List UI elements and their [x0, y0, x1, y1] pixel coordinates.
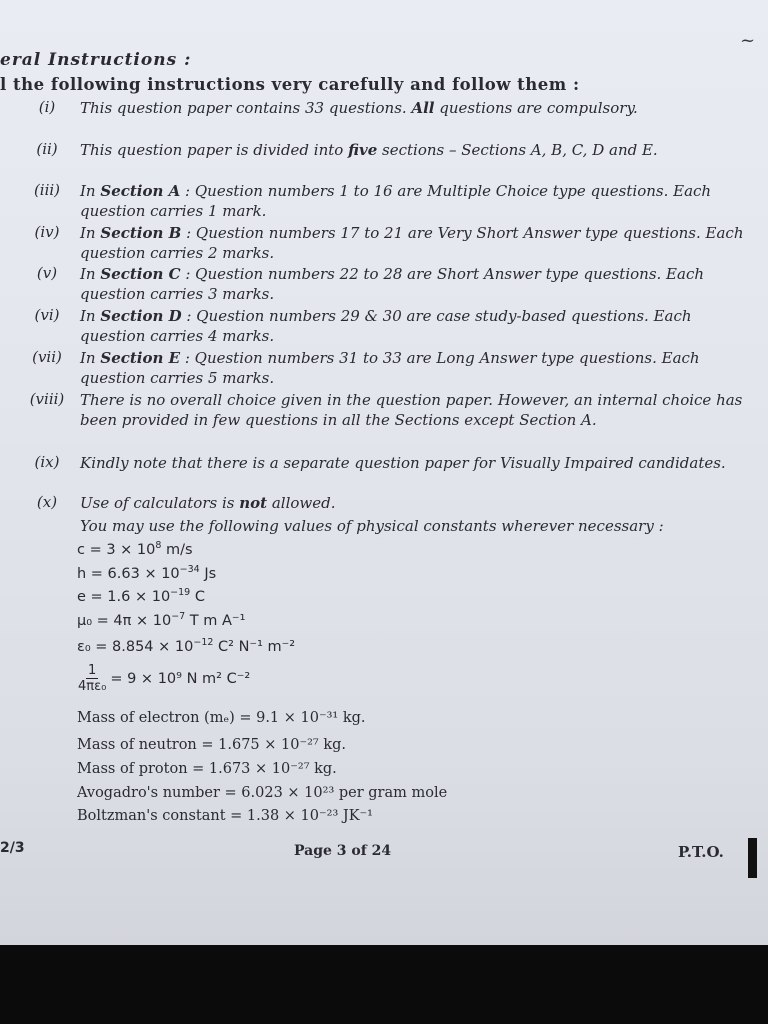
- instruction-text: In Section A : Question numbers 1 to 16 are Multiple Choice type questions. Each question carries 1 mark.: [80, 182, 712, 220]
- fraction-numerator: 1: [88, 663, 97, 678]
- paper-code: 2/3: [0, 840, 25, 856]
- avogadro-number: Avogadro's number = 6.023 × 10²³ per gram mole: [77, 785, 448, 801]
- instruction-text: Use of calculators is not allowed.: [80, 494, 336, 512]
- instruction-number: (ix): [34, 453, 60, 471]
- constant-row: $h = 6.63 \times 10^{-34}$ Js: [77, 564, 217, 582]
- coulomb-constant: [78, 663, 250, 694]
- instruction-number: (ii): [36, 140, 58, 158]
- instruction-text: In Section D : Question numbers 29 & 30 are case study-based questions. Each question carries 4 marks.: [80, 307, 692, 345]
- instruction-number: (viii): [29, 390, 65, 408]
- corner-mark: ~: [740, 30, 756, 51]
- instruction-number: (iii): [33, 181, 61, 199]
- instruction-text: Kindly note that there is a separate question paper for Visually Impaired candidates.: [80, 454, 726, 472]
- instruction-text: There is no overall choice given in the question paper. However, an internal choice has been provided in few questions in all the Sections except Section A.: [80, 391, 743, 429]
- coulomb-value: = 9 × 10⁹ N m² C⁻²: [110, 670, 251, 687]
- fraction-denominator: 4πε₀: [78, 679, 107, 694]
- section-title: eral Instructions :: [0, 50, 192, 70]
- instruction-number: (i): [38, 98, 56, 116]
- mass-electron: Mass of electron (mₑ) = 9.1 × 10⁻³¹ kg.: [77, 710, 366, 726]
- constant-row: $e = 1.6 \times 10^{-19}$ C: [77, 587, 205, 605]
- instruction-text: In Section C : Question numbers 22 to 28 are Short Answer type questions. Each question carries 3 marks.: [80, 265, 705, 303]
- question-paper-page: ~ eral Instructions : l the following instructions very carefully and follow them : (i) This question paper contains 33 questions. All questions are compulsory. (ii) This question paper is divided into five sections – Sections A, B, C, D and E. (iii) In Section A : Question numbers 1 to 16 are Multiple Choice type questions. Each question carries 1 mark. (iv) In Section B : Question numbers 17 to 21 are Very Short Answer type questions. Each question carries 2 marks. (v) In Section C : Question numbers 22 to 28 are Short Answer type questions. Each question carries 3 marks. (vi) In Section D : Question numbers 29 & 30 are case study-based questions. Each question carries 4 marks. (vii) In Section E : Question numbers 31 to 33 are Long Answer type questions. Each question carries 5 marks. (viii) There is no overall choice given in the question paper. However, an internal choice has been provided in few questions in all the Sections except Section A. (ix) Kindly note that there is a separate question paper for Visually Impaired candidates. (x) Use of calculators is not allowed. You may use the following values of physical constants wherever necessary : $c = 3 \times 10^8$ m/s $h = 6.63 \times 10^{-34}$ Js $e = 1.6 \times 10^{-19}$ C $\mu_0 = 4\pi \times 10^{-7}$ T m A⁻¹ $\varepsilon_0 = 8.854 \times 10^{-12}$ C² N⁻¹ m⁻² $\frac{1}{\text{4πε₀}}$ = 9 × 10⁹ N m² C⁻² Mass of electron (mₑ) = 9.1 × 10⁻³¹ kg. Mass of neutron = 1.675 × 10⁻²⁷ kg. Mass of proton = 1.673 × 10⁻²⁷ kg. Avogadro's number = 6.023 × 10²³ per gram mole Boltzman's constant = 1.38 × 10⁻²³ JK⁻¹ 2/3 Page 3 of 24 P.T.O.: [0, 0, 768, 945]
- mass-neutron: Mass of neutron = 1.675 × 10⁻²⁷ kg.: [77, 737, 347, 753]
- instruction-number: (vii): [32, 348, 62, 366]
- constant-row: $\mu_0 = 4\pi \times 10^{-7}$ T m A⁻¹: [77, 611, 246, 629]
- instruction-text: In Section B : Question numbers 17 to 21 are Very Short Answer type questions. Each question carries 2 marks.: [80, 224, 744, 262]
- instruction-number: (vi): [34, 306, 60, 324]
- instruction-text: In Section E : Question numbers 31 to 33 are Long Answer type questions. Each question carries 5 marks.: [80, 349, 700, 387]
- constant-row: $c = 3 \times 10^8$ m/s: [77, 540, 193, 558]
- pto-label: P.T.O.: [678, 843, 724, 861]
- background-shadow: [0, 945, 768, 1024]
- constant-row: $\varepsilon_0 = 8.854 \times 10^{-12}$ C² N⁻¹ m⁻²: [77, 637, 296, 655]
- instruction-number: (x): [36, 493, 58, 511]
- page-number: Page 3 of 24: [294, 843, 392, 859]
- edge-bar: [748, 838, 757, 878]
- boltzmann-constant: Boltzman's constant = 1.38 × 10⁻²³ JK⁻¹: [77, 808, 373, 824]
- instructions-intro: l the following instructions very carefully and follow them :: [0, 75, 580, 94]
- mass-proton: Mass of proton = 1.673 × 10⁻²⁷ kg.: [77, 761, 337, 777]
- instruction-number: (iv): [34, 223, 60, 241]
- instruction-text: This question paper contains 33 questions. All questions are compulsory.: [80, 99, 638, 117]
- instruction-text: This question paper is divided into five sections – Sections A, B, C, D and E.: [80, 141, 658, 159]
- instruction-number: (v): [36, 264, 58, 282]
